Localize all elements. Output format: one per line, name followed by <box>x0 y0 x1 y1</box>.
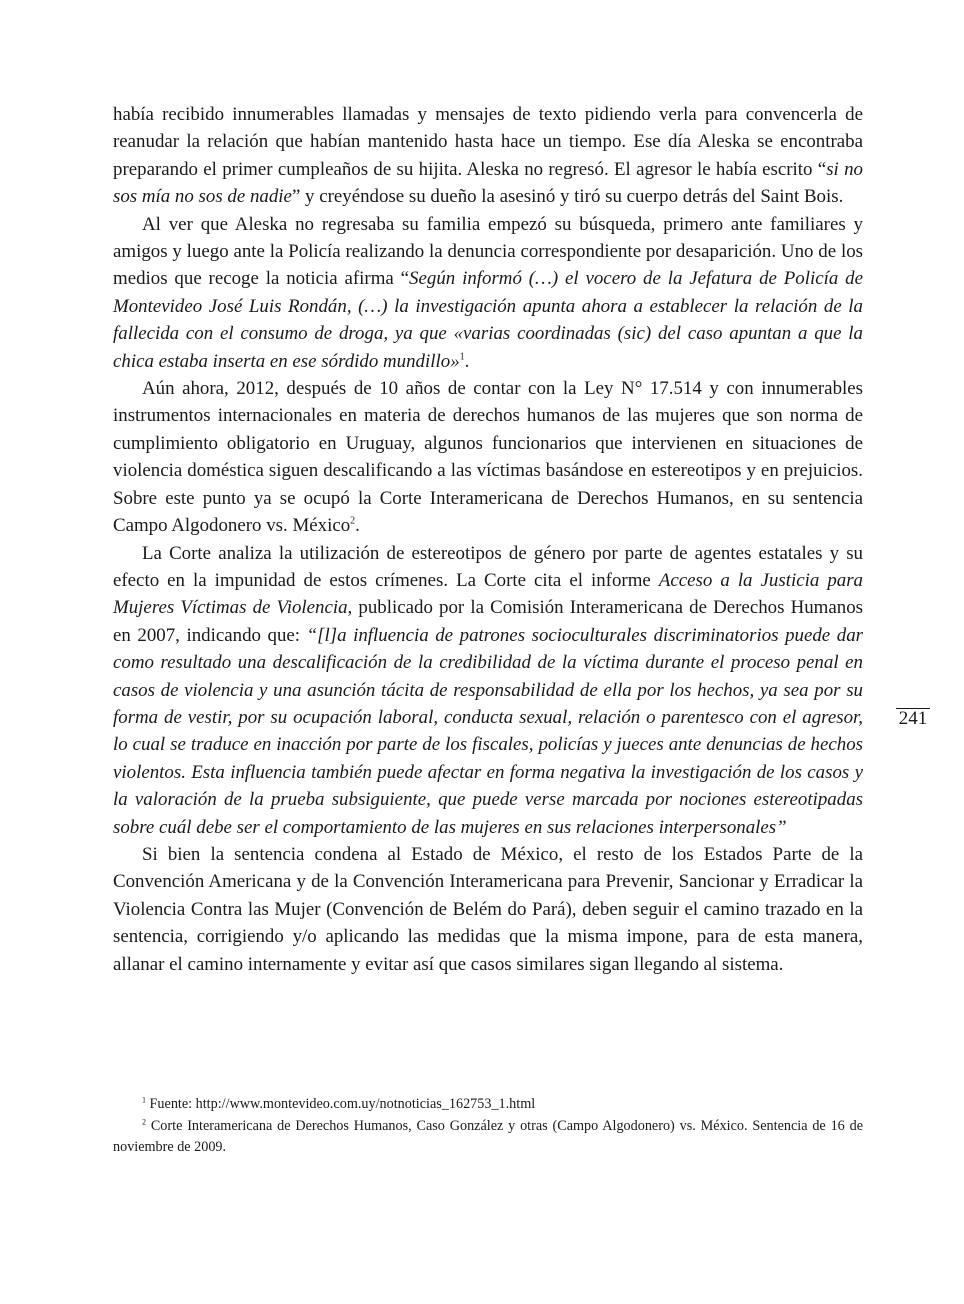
footnote-number: 1 <box>142 1095 146 1105</box>
paragraph-2-text: Al ver que Aleska no regresaba su familia empezó su búsqueda, primero ante familiares y amigos y luego ante la Policía realizando la denuncia correspondiente por desaparición. Uno de los medios que recoge la noticia afirma “ <box>113 213 863 290</box>
quote-italic: si no sos mía no sos de nadie <box>113 158 863 208</box>
body-text <box>113 101 863 978</box>
paragraph-3-text-end: . <box>355 515 360 537</box>
paragraph-2 <box>113 211 863 375</box>
footnotes <box>113 1094 863 1159</box>
paragraph-1 <box>113 101 863 211</box>
paragraph-1-text: había recibido innumerables llamadas y mensajes de texto pidiendo verla para convencerla de reanudar la relación que habían mantenido hasta hace un tiempo. Ese día Aleska se encontraba preparando el primer cumpleaños de su hijita. Aleska no regresó. El agresor le había escrito “ <box>113 104 863 180</box>
footnote-ref-1[interactable]: 1 <box>459 351 465 363</box>
quote-italic: Según informó (…) el vocero de la Jefatura de Policía de Montevideo José Luis Rondán, (…) la investigación apunta ahora a establecer la relación de la fallecida con el consumo de droga, ya que «varias coordinadas (sic) del caso apuntan a que la chica estaba inserta en ese sórdido mundillo» <box>113 268 864 372</box>
paragraph-4 <box>113 540 863 841</box>
footnote-2 <box>113 1116 863 1159</box>
report-title-italic: Acceso a la Justicia para Mujeres Víctimas de Violencia <box>113 569 864 619</box>
footnote-number: 2 <box>142 1116 146 1126</box>
footnote-1 <box>113 1094 863 1116</box>
paragraph-1-text-end: ” y creyéndose su dueño la asesinó y tiró su cuerpo detrás del Saint Bois. <box>291 186 844 208</box>
paragraph-5: Si bien la sentencia condena al Estado de México, el resto de los Estados Parte de la Convención Americana y de la Convención Interamericana para Prevenir, Sancionar y Erradicar la Violencia Contra las Mujer (Convención de Belém do Pará), deben seguir el camino trazado en la sentencia, corrigiendo y/o aplicando las medidas que la misma impone, para de esta manera, allanar el camino internamente y evitar así que casos similares sigan llegando al sistema. <box>113 843 863 975</box>
footnote-text: Corte Interamericana de Derechos Humanos, Caso González y otras (Campo Algodonero) vs. México. Sentencia de 16 de noviembre de 2009. <box>113 1117 863 1155</box>
footnote-text: Fuente: http://www.montevideo.com.uy/notnoticias_162753_1.html <box>146 1096 536 1112</box>
paragraph-4-text: La Corte analiza la utilización de estereotipos de género por parte de agentes estatales y su efecto en la impunidad de estos crímenes. La Corte cita el informe <box>113 542 863 591</box>
footnote-ref-2[interactable]: 2 <box>350 515 356 527</box>
page-number: 241 <box>898 708 928 729</box>
paragraph-2-text-end: . <box>464 350 470 372</box>
paragraph-4-text-mid: , publicado por la Comisión Interamericana de Derechos Humanos en 2007, indicando que: <box>113 597 863 646</box>
paragraph-3 <box>113 375 863 539</box>
quote-italic: “[l]a influencia de patrones socioculturales discriminatorios puede dar como resultado una descalificación de la credibilidad de la víctima durante el proceso penal en casos de violencia y una asunción tácita de responsabilidad de ella por los hechos, ya sea por su forma de vestir, por su ocupación laboral, conducta sexual, relación o parentesco con el agresor, lo cual se traduce en inacción por parte de los fiscales, policías y jueces ante denuncias de hechos violentos. Esta influencia también puede afectar en forma negativa la investigación de los casos y la valoración de la prueba subsiguiente, que puede verse marcada por nociones estereotipadas sobre cuál debe ser el comportamiento de las mujeres en sus relaciones interpersonales” <box>113 624 863 838</box>
paragraph-3-text: Aún ahora, 2012, después de 10 años de contar con la Ley N° 17.514 y con innumerables instrumentos internacionales en materia de derechos humanos de las mujeres que son norma de cumplimiento obligatorio en Uruguay, algunos funcionarios que intervienen en situaciones de violencia doméstica siguen descalificando a las víctimas basándose en estereotipos y en prejuicios. Sobre este punto ya se ocupó la Corte Interamericana de Derechos Humanos, en su sentencia Campo Algodonero vs. México <box>113 378 863 537</box>
